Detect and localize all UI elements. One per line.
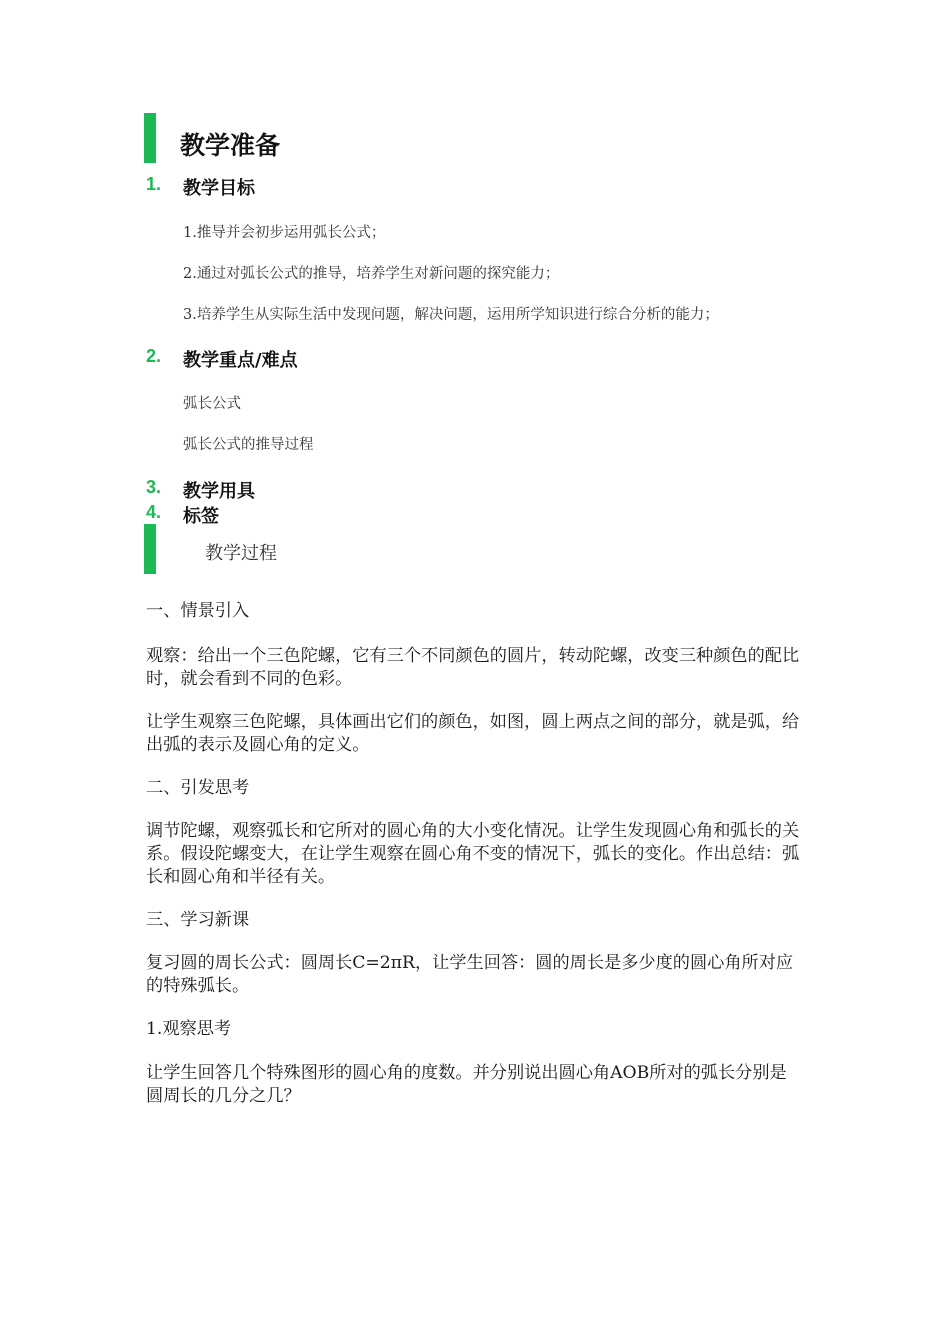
paragraph-heading-3: 三、学习新课 (146, 910, 250, 930)
section-2-title: 教学重点/难点 (183, 350, 298, 371)
process-accent-bar (144, 524, 156, 574)
section-1-item-2: 2.通过对弧长公式的推导，培养学生对新问题的探究能力； (183, 266, 560, 282)
section-1-number: 1. (146, 174, 162, 194)
paragraph-heading-1: 一、情景引入 (146, 601, 250, 621)
paragraph: 复习圆的周长公式：圆周长C=2πR，让学生回答：圆的周长是多少度的圆心角所对应的特殊弧长。 (146, 953, 794, 996)
paragraph-heading-2: 二、引发思考 (146, 778, 250, 798)
section-4-title: 标签 (183, 506, 219, 527)
section-3-title: 教学用具 (183, 481, 255, 502)
process-title: 教学过程 (205, 543, 277, 564)
section-2-item-1: 弧长公式 (183, 396, 241, 412)
section-4-number: 4. (146, 502, 162, 522)
section-1-title: 教学目标 (183, 178, 255, 199)
section-3-number: 3. (146, 477, 162, 497)
title-accent-bar (144, 113, 156, 163)
paragraph: 观察：给出一个三色陀螺，它有三个不同颜色的圆片，转动陀螺，改变三种颜色的配比时，就会看到不同的色彩。 (146, 646, 800, 689)
section-1-item-1: 1.推导并会初步运用弧长公式； (183, 225, 386, 241)
section-2-number: 2. (146, 346, 162, 366)
paragraph-heading-4: 1.观察思考 (146, 1019, 232, 1039)
paragraph: 调节陀螺，观察弧长和它所对的圆心角的大小变化情况。让学生发现圆心角和弧长的关系。假设陀螺变大，在让学生观察在圆心角不变的情况下，弧长的变化。作出总结：弧长和圆心角和半径有关。 (146, 821, 800, 887)
paragraph: 让学生回答几个特殊图形的圆心角的度数。并分别说出圆心角AOB所对的弧长分别是圆周长的几分之几？ (146, 1063, 787, 1106)
page-title: 教学准备 (180, 131, 281, 160)
section-1-item-3: 3.培养学生从实际生活中发现问题，解决问题，运用所学知识进行综合分析的能力； (183, 307, 719, 323)
paragraph: 让学生观察三色陀螺，具体画出它们的颜色，如图，圆上两点之间的部分，就是弧，给出弧的表示及圆心角的定义。 (146, 712, 800, 755)
section-2-item-2: 弧长公式的推导过程 (183, 437, 314, 453)
